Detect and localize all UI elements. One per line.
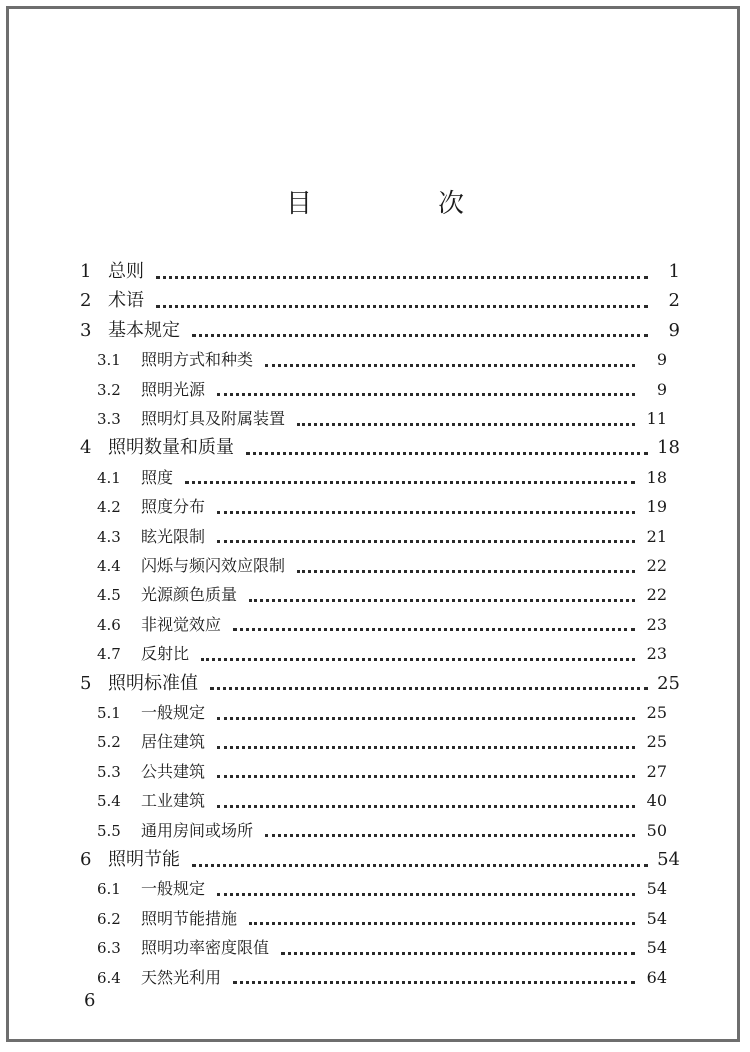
toc-dot-leader (156, 270, 648, 279)
toc-entry-number: 5.3 (97, 762, 121, 781)
toc-entry-page: 21 (646, 526, 667, 546)
toc-entry-label: 公共建筑 (141, 761, 206, 781)
toc-entry-number: 6.3 (97, 939, 121, 958)
toc-entry-number: 1 (80, 261, 92, 282)
toc-dot-leader (246, 446, 648, 455)
toc-entry[interactable] (97, 964, 667, 992)
toc-entry-label: 照明方式和种类 (141, 350, 254, 370)
toc-dot-leader (217, 534, 635, 543)
toc-entry-page: 54 (646, 879, 667, 899)
toc-entry-number: 4.5 (97, 586, 121, 605)
toc-entry[interactable] (80, 434, 680, 462)
toc-entry-number: 4 (80, 437, 92, 459)
toc-entry-label: 工业建筑 (141, 791, 206, 811)
toc-entry[interactable] (97, 346, 667, 374)
toc-entry-number: 6 (80, 849, 92, 870)
toc-entry-number: 3.3 (97, 410, 121, 428)
toc-entry-page: 27 (646, 761, 667, 781)
toc-entry-label: 光源颜色质量 (141, 585, 238, 605)
toc-entry[interactable] (97, 464, 667, 492)
toc-entry-label: 基本规定 (108, 319, 180, 341)
toc-entry-page: 25 (657, 672, 680, 694)
toc-entry-page: 54 (646, 938, 667, 958)
toc-dot-leader (217, 387, 635, 396)
toc-dot-leader (192, 858, 648, 867)
toc-entry[interactable] (97, 817, 667, 845)
toc-dot-leader (217, 769, 635, 778)
toc-entry-page: 25 (646, 732, 667, 752)
toc-entry[interactable] (97, 699, 667, 727)
toc-entry-label: 天然光利用 (141, 967, 222, 987)
toc-entry-page: 23 (646, 644, 667, 664)
toc-entry-page: 54 (657, 849, 680, 870)
toc-entry-page: 9 (656, 350, 667, 370)
toc-entry[interactable] (80, 287, 680, 315)
toc-entry-page: 2 (668, 290, 680, 312)
toc-dot-leader (249, 916, 635, 925)
toc-entry[interactable] (97, 523, 667, 551)
toc-entry-number: 4.2 (97, 498, 121, 517)
toc-entry-label: 眩光限制 (141, 526, 206, 546)
toc-entry[interactable] (80, 317, 680, 345)
toc-entry-number: 6.2 (97, 909, 121, 928)
toc-dot-leader (233, 975, 635, 984)
toc-entry[interactable] (97, 581, 667, 609)
toc-entry-number: 4.6 (97, 615, 121, 634)
toc-dot-leader (265, 828, 635, 837)
toc-entry-label: 非视觉效应 (141, 614, 222, 634)
toc-dot-leader (217, 887, 635, 896)
toc-dot-leader (217, 799, 635, 808)
toc-entry-number: 4.3 (97, 527, 121, 546)
toc-dot-leader (297, 564, 635, 573)
toc-entry-label: 照明标准值 (108, 672, 198, 694)
toc-dot-leader (217, 711, 635, 720)
toc-entry-label: 通用房间或场所 (141, 820, 254, 840)
toc-entry[interactable] (97, 728, 667, 756)
toc-entry-page: 64 (646, 967, 667, 987)
toc-entry-page: 50 (646, 820, 667, 840)
toc-entry[interactable] (80, 258, 680, 286)
toc-entry[interactable] (97, 787, 667, 815)
toc-dot-leader (192, 328, 648, 337)
toc-entry[interactable] (97, 405, 667, 433)
toc-entry-number: 4.4 (97, 557, 121, 575)
toc-entry-page: 1 (668, 261, 680, 282)
toc-entry-number: 4.7 (97, 645, 121, 664)
toc-entry-page: 54 (646, 908, 667, 928)
toc-entry-number: 5.5 (97, 821, 121, 840)
toc-entry-number: 4.1 (97, 468, 121, 487)
toc-entry-number: 5.2 (97, 733, 121, 752)
toc-entry-page: 11 (646, 409, 667, 428)
toc-entry-page: 22 (646, 585, 667, 605)
toc-entry-label: 照明功率密度限值 (141, 938, 270, 958)
toc-entry-page: 19 (646, 497, 667, 517)
toc-entry-label: 照度 (141, 467, 174, 487)
toc-entry[interactable] (97, 875, 667, 903)
toc-entry-label: 反射比 (141, 644, 190, 664)
toc-entry[interactable] (97, 934, 667, 962)
toc-entry-page: 18 (657, 437, 680, 459)
toc-entry-number: 3.1 (97, 351, 121, 370)
toc-entry-label: 照明节能 (108, 849, 180, 870)
toc-dot-leader (265, 358, 635, 367)
toc-dot-leader (281, 946, 635, 955)
toc-entry-label: 术语 (108, 290, 144, 312)
toc-entry-number: 3 (80, 319, 92, 341)
toc-entry-label: 一般规定 (141, 879, 206, 899)
toc-entry-label: 一般规定 (141, 703, 206, 722)
toc-entry[interactable] (97, 376, 667, 404)
toc-entry-label: 总则 (108, 261, 144, 282)
toc-entry-label: 照明灯具及附属装置 (141, 409, 286, 428)
toc-entry-number: 5.4 (97, 792, 121, 811)
toc-entry[interactable] (97, 493, 667, 521)
page-number: 6 (84, 990, 96, 1011)
toc-entry[interactable] (80, 670, 680, 698)
toc-entry-page: 9 (656, 379, 667, 399)
toc-dot-leader (201, 652, 635, 661)
toc-entry-number: 3.2 (97, 380, 121, 399)
toc-dot-leader (185, 475, 635, 484)
toc-entry-number: 6.4 (97, 968, 121, 987)
page-title: 目 次 (285, 189, 514, 219)
toc-entry[interactable] (97, 552, 667, 580)
toc-entry[interactable] (97, 611, 667, 639)
toc-entry[interactable] (97, 905, 667, 933)
toc-dot-leader (217, 505, 635, 514)
toc-entry-number: 5 (80, 672, 92, 694)
toc-entry-label: 闪烁与频闪效应限制 (141, 556, 286, 575)
toc-entry-label: 照明数量和质量 (108, 437, 234, 459)
toc-entry-label: 照明节能措施 (141, 908, 238, 928)
toc-entry-label: 照度分布 (141, 497, 206, 517)
toc-entry[interactable] (97, 640, 667, 668)
toc-dot-leader (210, 681, 648, 690)
toc-entry-page: 23 (646, 614, 667, 634)
toc-entry-page: 9 (668, 319, 680, 341)
toc-dot-leader (217, 740, 635, 749)
toc-entry-page: 25 (646, 703, 667, 722)
toc-entry-page: 18 (646, 467, 667, 487)
toc-entry-number: 5.1 (97, 704, 121, 722)
toc-entry-page: 22 (646, 556, 667, 575)
toc-dot-leader (297, 417, 635, 426)
toc-entry-number: 6.1 (97, 880, 121, 899)
toc-entry-number: 2 (80, 290, 92, 312)
toc-dot-leader (156, 299, 648, 308)
toc-dot-leader (249, 593, 635, 602)
toc-dot-leader (233, 622, 635, 631)
toc-entry-page: 40 (646, 791, 667, 811)
toc-entry-label: 照明光源 (141, 379, 206, 399)
toc-entry[interactable] (80, 846, 680, 874)
toc-entry-label: 居住建筑 (141, 732, 206, 752)
toc-entry[interactable] (97, 758, 667, 786)
